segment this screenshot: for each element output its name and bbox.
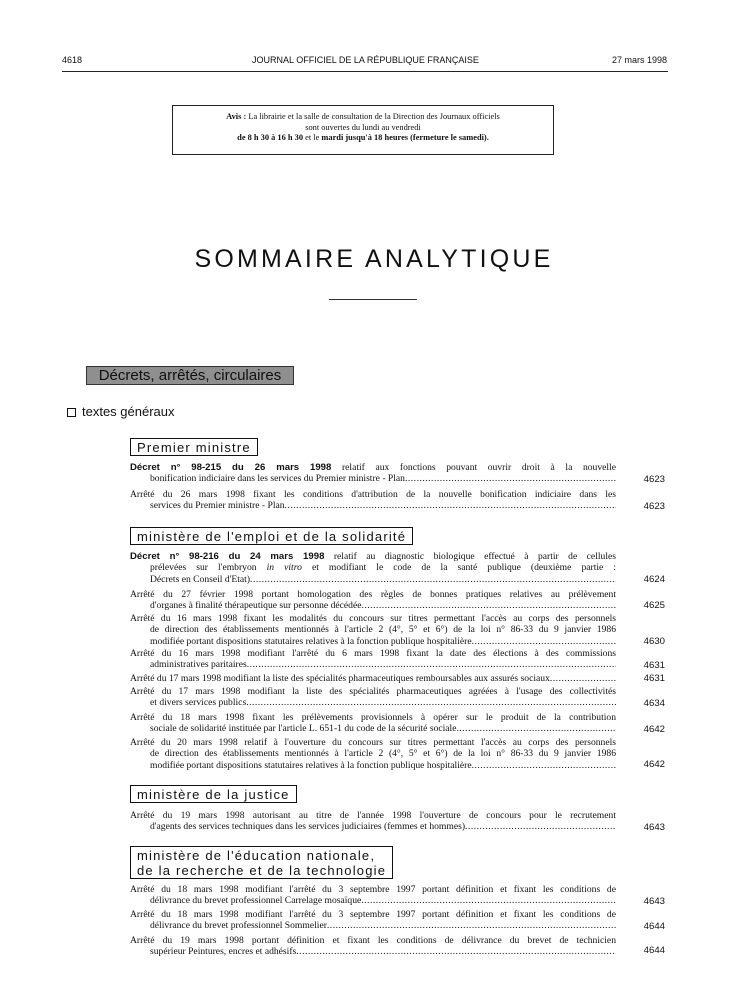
entry-arrete-17-mars-remboursables[interactable] [130, 673, 616, 684]
entry-first-line: Arrêté du 18 mars 1998 modifiant l'arrêté du 3 septembre 1997 portant définition et fixant les conditions de [130, 909, 616, 920]
leader-dots [361, 895, 616, 906]
page-ref[interactable]: 4631 [643, 660, 665, 671]
entry-arrete-20-mars[interactable] [130, 737, 616, 771]
entry-last-line [130, 673, 616, 684]
ministry-education [130, 846, 393, 879]
page-title: SOMMAIRE ANALYTIQUE [194, 245, 554, 273]
entry-last-text: délivrance du brevet professionnel Carrelage mosaïque [150, 895, 362, 907]
entry-arrete-16-mars-concours[interactable] [130, 613, 616, 647]
entry-last-line [130, 920, 616, 931]
page-ref[interactable]: 4623 [643, 501, 665, 512]
ministry-emploi-label: ministère de l'emploi et de la solidarité [137, 529, 407, 544]
entry-first-line: Arrêté du 26 mars 1998 fixant les conditions d'attribution de la nouvelle bonification indiciaire dans les [130, 489, 616, 500]
page-ref[interactable]: 4624 [643, 574, 665, 585]
leader-dots [550, 673, 616, 684]
entry-first-line: Arrêté du 19 mars 1998 portant définition et fixant les conditions de délivrance du brevet de technicien [130, 935, 616, 946]
notice-text-1: La librairie et la salle de consultation de la Direction des Journaux officiels [248, 112, 500, 121]
entry-last-text: et divers services publics [150, 697, 247, 709]
entry-first-line: Arrêté du 16 mars 1998 modifiant l'arrêté du 6 mars 1998 fixant la date des élections à des commissions [130, 648, 616, 659]
entry-last-text: modifiée portant dispositions statutaires relatives à la fonction publique hospitalière [150, 635, 472, 647]
entry-cont-line [130, 562, 616, 573]
entry-last-text: services du Premier ministre - Plan [150, 500, 285, 512]
section-banner: Décrets, arrêtés, circulaires [86, 366, 294, 385]
leader-dots [465, 821, 616, 832]
entry-last-line [130, 697, 616, 708]
entry-last-line [130, 946, 616, 957]
entry-arrete-16-mars-elections[interactable] [130, 648, 616, 671]
entry-last-line [130, 659, 616, 670]
entry-first-line [130, 462, 616, 473]
page-ref[interactable]: 4643 [643, 896, 665, 907]
entry-last-line [130, 500, 616, 511]
journal-title: JOURNAL OFFICIEL DE LA RÉPUBLIQUE FRANÇAISE [252, 55, 479, 65]
entry-last-line [130, 821, 616, 832]
entry-arrete-27-fevrier[interactable] [130, 589, 616, 612]
page-ref[interactable]: 4643 [643, 822, 665, 833]
ministry-education-line-2: de la recherche et de la technologie [137, 863, 387, 878]
entry-text: relatif aux fonctions pouvant ouvrir droit à la nouvelle [331, 462, 616, 473]
entry-last-line [130, 723, 616, 734]
page-ref[interactable]: 4623 [643, 474, 665, 485]
entry-decret-98-215[interactable] [130, 462, 616, 485]
general-texts-heading [67, 404, 175, 419]
entry-lead: Décret n° 98-215 du 26 mars 1998 [130, 462, 332, 473]
leader-dots [472, 760, 616, 771]
leader-dots [405, 473, 616, 484]
entry-cont-b: et modifiant le code de la santé publique (deuxième partie : [301, 562, 616, 574]
ministry-education-line-1: ministère de l'éducation nationale, [137, 848, 376, 863]
notice-label: Avis : [226, 112, 247, 121]
page-ref[interactable]: 4642 [643, 759, 665, 770]
entry-arrete-26-mars[interactable] [130, 489, 616, 512]
entry-arrete-18-mars-carrelage[interactable] [130, 884, 616, 907]
entry-first-line [130, 551, 616, 562]
ministry-emploi [130, 527, 413, 545]
entry-last-text: modifiée portant dispositions statutaires relatives à la fonction publique hospitalière [150, 759, 472, 771]
entry-first-line: Arrêté du 18 mars 1998 fixant les prélèvements provisionnels à opérer sur le produit de la contribution [130, 712, 616, 723]
leader-dots [296, 946, 616, 957]
entry-arrete-18-mars-contribution[interactable] [130, 712, 616, 735]
entry-text: relatif au diagnostic biologique effectué à partir de cellules [324, 551, 616, 562]
entry-arrete-18-mars-sommelier[interactable] [130, 909, 616, 932]
leader-dots [247, 659, 616, 670]
entry-last-text: sociale de solidarité instituée par l'article L. 651-1 du code de la sécurité sociale [150, 723, 457, 735]
entry-arrete-19-mars-concours[interactable] [130, 810, 616, 833]
page-ref[interactable]: 4644 [643, 945, 665, 956]
entry-last-text: Arrêté du 17 mars 1998 modifiant la liste des spécialités pharmaceutiques remboursables aux assurés sociaux [130, 673, 550, 684]
entry-first-line: Arrêté du 20 mars 1998 relatif à l'ouverture du concours sur titres permettant l'accès au corps des personnels [130, 737, 616, 748]
ministry-justice-label: ministère de la justice [137, 787, 290, 802]
issue-date: 27 mars 1998 [611, 55, 667, 65]
notice-tuesday: mardi jusqu'à 18 heures (fermeture le samedi). [321, 133, 489, 142]
page-number: 4618 [62, 55, 83, 65]
entry-last-text: d'agents des services techniques dans les services judiciaires (femmes et hommes) [150, 821, 466, 833]
notice-line-1 [173, 112, 553, 123]
page-ref[interactable]: 4625 [643, 600, 665, 611]
entry-first-line: Arrêté du 18 mars 1998 modifiant l'arrêté du 3 septembre 1997 portant définition et fixant les conditions de [130, 884, 616, 895]
entry-last-text: administratives paritaires [150, 659, 247, 671]
entry-cont-italic: in vitro [266, 562, 302, 574]
ministry-premier [130, 438, 258, 456]
general-texts-label: textes généraux [82, 404, 175, 419]
entry-last-line [130, 895, 616, 906]
leader-dots [327, 920, 616, 931]
page-ref[interactable]: 4644 [643, 921, 665, 932]
header-rule [62, 71, 668, 72]
entry-lead: Décret n° 98-216 du 24 mars 1998 [130, 551, 325, 562]
title-rule [329, 299, 417, 300]
entry-cont-line: de direction des établissements mentionnés à l'article 2 (4°, 5° et 6°) de la loi n° 86-33 du 9 janvier 1986 [150, 748, 616, 760]
entry-last-text: délivrance du brevet professionnel Sommelier [150, 920, 327, 932]
entry-first-line: Arrêté du 19 mars 1998 autorisant au titre de l'année 1998 l'ouverture de concours pour le recrutement [130, 810, 616, 821]
notice-and: et le [303, 133, 322, 142]
entry-arrete-19-mars-peintures[interactable] [130, 935, 616, 958]
notice-line-3 [173, 133, 553, 144]
entry-last-line [130, 473, 616, 484]
page-ref[interactable]: 4634 [643, 698, 665, 709]
entry-last-line [130, 760, 616, 771]
leader-dots [285, 500, 616, 511]
entry-cont-a: prélevées sur l'embryon [150, 562, 267, 574]
entry-last-line [130, 574, 616, 585]
entry-last-text: Décrets en Conseil d'Etat) [150, 573, 251, 585]
ministry-premier-label: Premier ministre [137, 440, 251, 455]
leader-dots [250, 574, 616, 585]
entry-cont-line: de direction des établissements mentionnés à l'article 2 (4°, 5° et 6°) de la loi n° 86-33 du 9 janvier 1986 [150, 624, 616, 636]
page-ref[interactable]: 4631 [643, 673, 665, 684]
entry-last-text: bonification indiciaire dans les services du Premier ministre - Plan [150, 473, 405, 485]
notice-line-2: sont ouvertes du lundi au vendredi [305, 122, 421, 132]
entry-last-text: d'organes à finalité thérapeutique sur personne décédée [150, 600, 362, 612]
entry-last-line [130, 600, 616, 611]
notice-hours: de 8 h 30 à 16 h 30 [237, 133, 304, 142]
leader-dots [246, 697, 616, 708]
entry-decret-98-216[interactable] [130, 551, 616, 585]
leader-dots [472, 636, 616, 647]
leader-dots [456, 723, 616, 734]
entry-last-line [130, 636, 616, 647]
entry-first-line: Arrêté du 17 mars 1998 modifiant la liste des spécialités pharmaceutiques agréées à l'usage des collectivités [130, 686, 616, 697]
leader-dots [361, 600, 616, 611]
ministry-justice [130, 785, 297, 803]
entry-last-text: supérieur Peintures, encres et adhésifs [150, 946, 297, 958]
page-ref[interactable]: 4630 [643, 636, 665, 647]
checkbox-square-icon [67, 408, 76, 417]
entry-first-line: Arrêté du 16 mars 1998 fixant les modalités du concours sur titres permettant l'accès au corps des personnels [130, 613, 616, 624]
page-ref[interactable]: 4642 [643, 724, 665, 735]
entry-arrete-17-mars-collectivites[interactable] [130, 686, 616, 709]
entry-first-line: Arrêté du 27 février 1998 portant homologation des règles de bonnes pratiques relatives au prélèvement [130, 589, 616, 600]
notice-box [172, 105, 554, 155]
